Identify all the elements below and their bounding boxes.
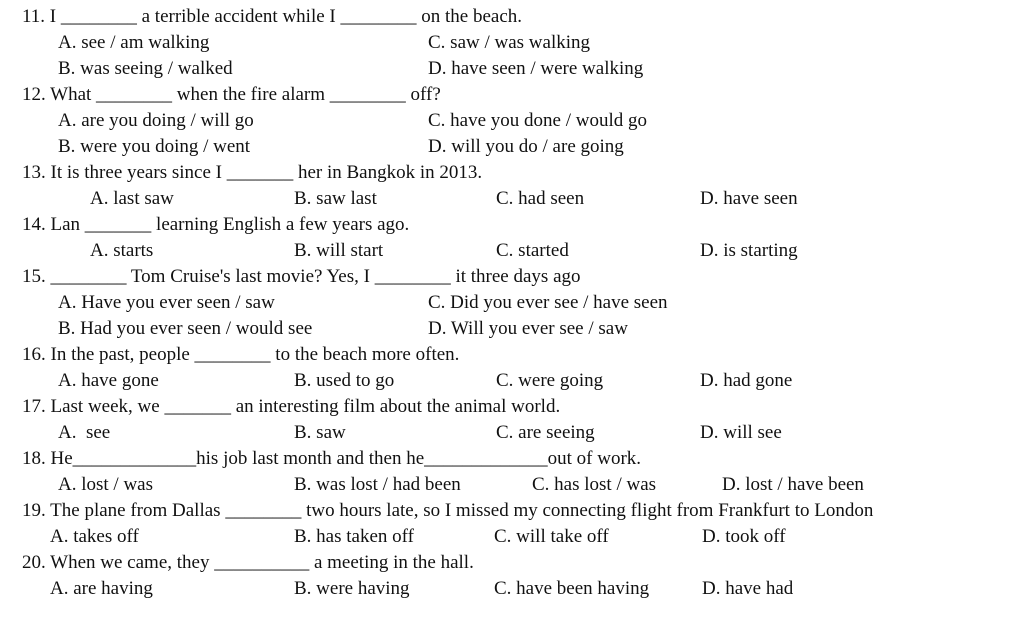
question-16-option-d: D. had gone bbox=[700, 370, 793, 391]
question-20-option-c: C. have been having bbox=[494, 578, 650, 599]
question-16-option-b: B. used to go bbox=[294, 370, 395, 391]
question-11-option-b: B. was seeing / walked bbox=[58, 58, 233, 79]
question-15-option-a: A. Have you ever seen / saw bbox=[58, 292, 275, 313]
question-11-option-c: C. saw / was walking bbox=[428, 32, 591, 53]
question-15-option-d: D. Will you ever see / saw bbox=[428, 318, 628, 339]
question-16-option-a: A. have gone bbox=[58, 370, 159, 391]
question-11-option-d: D. have seen / were walking bbox=[428, 58, 644, 79]
question-18-stem: 18. He_____________his job last month and then he_____________out of work. bbox=[22, 448, 642, 469]
question-18-option-a: A. lost / was bbox=[58, 474, 153, 495]
question-17-stem: 17. Last week, we _______ an interesting film about the animal world. bbox=[22, 396, 561, 417]
question-14-option-c: C. started bbox=[496, 240, 569, 261]
question-15-option-b: B. Had you ever seen / would see bbox=[58, 318, 313, 339]
question-12-option-a: A. are you doing / will go bbox=[58, 110, 254, 131]
question-13-option-c: C. had seen bbox=[496, 188, 585, 209]
question-15-option-c: C. Did you ever see / have seen bbox=[428, 292, 668, 313]
question-20-option-b: B. were having bbox=[294, 578, 410, 599]
question-19-option-d: D. took off bbox=[702, 526, 786, 547]
question-12-option-d: D. will you do / are going bbox=[428, 136, 624, 157]
question-12-option-b: B. were you doing / went bbox=[58, 136, 251, 157]
question-13-option-a: A. last saw bbox=[90, 188, 174, 209]
question-14-option-d: D. is starting bbox=[700, 240, 798, 261]
question-16-option-c: C. were going bbox=[496, 370, 604, 391]
question-14-option-b: B. will start bbox=[294, 240, 384, 261]
question-20-option-a: A. are having bbox=[50, 578, 153, 599]
question-18-option-b: B. was lost / had been bbox=[294, 474, 461, 495]
question-17-option-a: A. see bbox=[58, 422, 111, 443]
question-11-stem: 11. I ________ a terrible accident while I ________ on the beach. bbox=[22, 6, 523, 27]
question-19-option-c: C. will take off bbox=[494, 526, 609, 547]
question-15-stem: 15. ________ Tom Cruise's last movie? Yes, I ________ it three days ago bbox=[22, 266, 581, 287]
question-17-option-d: D. will see bbox=[700, 422, 782, 443]
question-17-option-c: C. are seeing bbox=[496, 422, 595, 443]
question-19-option-a: A. takes off bbox=[50, 526, 139, 547]
question-14-stem: 14. Lan _______ learning English a few years ago. bbox=[22, 214, 410, 235]
question-13-stem: 13. It is three years since I _______ her in Bangkok in 2013. bbox=[22, 162, 483, 183]
question-19-option-b: B. has taken off bbox=[294, 526, 414, 547]
question-18-option-d: D. lost / have been bbox=[722, 474, 864, 495]
question-14-option-a: A. starts bbox=[90, 240, 154, 261]
question-18-option-c: C. has lost / was bbox=[532, 474, 657, 495]
question-12-stem: 12. What ________ when the fire alarm ________ off? bbox=[22, 84, 441, 105]
question-17-option-b: B. saw bbox=[294, 422, 346, 443]
question-20-option-d: D. have had bbox=[702, 578, 794, 599]
question-16-stem: 16. In the past, people ________ to the beach more often. bbox=[22, 344, 460, 365]
question-13-option-d: D. have seen bbox=[700, 188, 798, 209]
question-11-option-a: A. see / am walking bbox=[58, 32, 210, 53]
question-13-option-b: B. saw last bbox=[294, 188, 377, 209]
question-19-stem: 19. The plane from Dallas ________ two hours late, so I missed my connecting flight from Frankfurt to London bbox=[22, 500, 874, 521]
question-12-option-c: C. have you done / would go bbox=[428, 110, 648, 131]
question-20-stem: 20. When we came, they __________ a meeting in the hall. bbox=[22, 552, 474, 573]
